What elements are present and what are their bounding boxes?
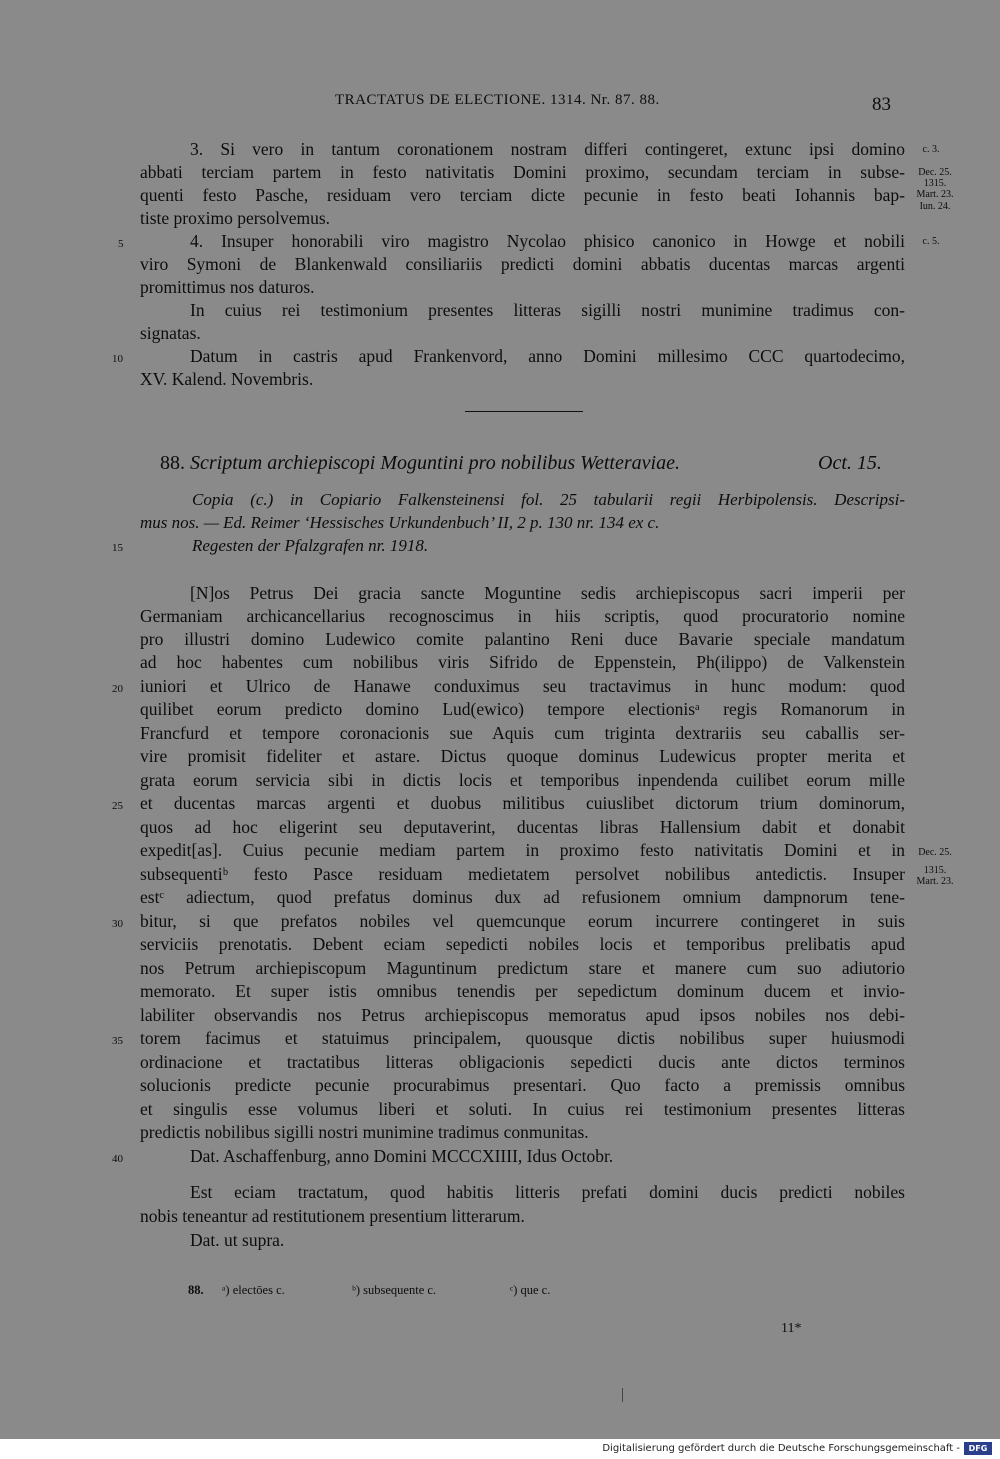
scan-artifact <box>622 1388 623 1402</box>
page-header <box>0 92 1000 116</box>
section-divider <box>465 411 583 412</box>
text-line: expedit[as]. Cuius pecunie mediam partem in proximo festo nativitatis Domini et in <box>140 840 905 860</box>
text-line: et singulis esse volumus liberi et soluti. In cuius rei testimonium presentes litteras <box>140 1099 905 1119</box>
text-line: estᶜ adiectum, quod prefatus dominus dux ad refusionem omnium dampnorum tene- <box>140 887 905 907</box>
line-number: 35 <box>112 1035 123 1047</box>
text-line: et ducentas marcas argenti et duobus militibus cuiuslibet dictorum trium dominorum, <box>140 793 905 813</box>
margin-note: Mart. 23. <box>916 876 954 887</box>
footnote-a: ᵃ) electōes c. <box>222 1283 285 1297</box>
document-title: Scriptum archiepiscopi Moguntini pro nobilibus Wetteraviae. <box>190 452 680 474</box>
line-number: 40 <box>112 1153 123 1165</box>
text-line: promittimus nos daturos. <box>140 277 315 297</box>
source-line: mus nos. — Ed. Reimer ‘Hessisches Urkundenbuch’ II, 2 p. 130 nr. 134 ex c. <box>140 513 660 532</box>
source-line: Copia (c.) in Copiario Falkensteinensi fol. 25 tabularii regii Herbipolensis. Descripsi- <box>192 490 905 509</box>
text-line: viro Symoni de Blankenwald consiliariis predicti domini abbatis ducentas marcas argenti <box>140 254 905 274</box>
margin-note: 1315. <box>923 865 947 876</box>
text-line: predictis nobilibus sigilli nostri munimine tradimus conmunitas. <box>140 1122 589 1142</box>
text-line: torem facimus et statuimus principalem, quousque dictis nobilibus super huiusmodi <box>140 1028 905 1048</box>
text-line: Francfurd et tempore coronacionis sue Aquis cum triginta dextrariis seu caballis ser- <box>140 723 905 743</box>
text-line: subsequentiᵇ festo Pasce residuam medietatem persolvet nobilibus antedictis. Insuper <box>140 864 905 884</box>
text-line: bitur, si que prefatos nobiles vel quemcunque eorum incurrere contingeret in suis <box>140 911 905 931</box>
text-line: nos Petrum archiepiscopum Maguntinum predictum stare et manere cum suo adiutorio <box>140 958 905 978</box>
text-line: quos ad hoc eligerint seu deputaverint, ducentas libras Hallensium dabit et donabit <box>140 817 905 837</box>
text-line: tiste proximo persolvemus. <box>140 208 331 228</box>
margin-note: Dec. 25. <box>918 847 952 858</box>
document-number: 88. <box>160 452 185 474</box>
text-line: solucionis predicte pecunie procurabimus presentari. Quo facto a premissis omnibus <box>140 1075 905 1095</box>
page-number: 83 <box>872 94 891 115</box>
text-line: signatas. <box>140 323 201 343</box>
text-line: Est eciam tractatum, quod habitis litteris prefati domini ducis predicti nobiles <box>190 1182 905 1202</box>
text-line: [N]os Petrus Dei gracia sancte Moguntine sedis archiepiscopus sacri imperii per <box>190 583 905 603</box>
line-number: 25 <box>112 800 123 812</box>
margin-note: Dec. 25. <box>918 167 952 178</box>
running-title: TRACTATUS DE ELECTIONE. 1314. Nr. 87. 88. <box>335 92 660 108</box>
text-line: nobis teneantur ad restitutionem presentium litterarum. <box>140 1206 525 1226</box>
signature-mark: 11* <box>781 1321 802 1336</box>
footer-bar <box>0 1439 1000 1459</box>
text-line: XV. Kalend. Novembris. <box>140 369 314 389</box>
text-line: memorato. Et super istis omnibus tenendis per sepedictum dominum ducem et invio- <box>140 981 905 1001</box>
footnote-b: ᵇ) subsequente c. <box>352 1283 437 1297</box>
text-line: serviciis prenotatis. Debent eciam sepedicti nobiles locis et temporibus prelibatis apud <box>140 934 905 954</box>
document-heading <box>160 452 900 475</box>
line-number: 10 <box>112 353 123 365</box>
dfg-logo-icon: DFG <box>964 1442 992 1455</box>
text-line: quilibet eorum predicto domino Lud(ewico) tempore electionisᵃ regis Romanorum in <box>140 699 905 719</box>
footnote-c: ᶜ) que c. <box>510 1283 551 1297</box>
text-line: grata eorum servicia sibi in dictis locis et temporibus inpendenda cuilibet eorum mille <box>140 770 905 790</box>
line-number: 5 <box>118 238 124 250</box>
text-line: quenti festo Pasche, residuam vero terciam dicte pecunie in festo beati Iohannis bap- <box>140 185 905 205</box>
source-line: Regesten der Pfalzgrafen nr. 1918. <box>192 536 429 555</box>
margin-note: c. 5. <box>922 236 940 247</box>
margin-note: c. 3. <box>922 144 940 155</box>
text-line: Dat. Aschaffenburg, anno Domini MCCCXIIII, Idus Octobr. <box>190 1146 614 1166</box>
text-line: pro illustri domino Ludewico comite palantino Reni duce Bavarie speciale mandatum <box>140 629 905 649</box>
text-line: iuniori et Ulrico de Hanawe conduximus seu tractavimus in hunc modum: quod <box>140 676 905 696</box>
text-line: In cuius rei testimonium presentes litteras sigilli nostri munimine tradimus con- <box>190 300 905 320</box>
text-line: vire promisit fideliter et astare. Dictus quoque dominus Ludewicus propter merita et <box>140 746 905 766</box>
margin-note: Iun. 24. <box>919 201 951 212</box>
text-line: ad hoc habentes cum nobilibus viris Sifrido de Eppenstein, Ph(ilippo) de Valkenstein <box>140 652 905 672</box>
line-number: 20 <box>112 683 123 695</box>
footer-text: Digitalisierung gefördert durch die Deutsche Forschungsgemeinschaft - <box>602 1443 960 1454</box>
text-line: Germaniam archicancellarius recognoscimus in hiis scriptis, quod procuratorio nomine <box>140 606 905 626</box>
text-line: Dat. ut supra. <box>190 1230 285 1250</box>
margin-note: Mart. 23. <box>916 189 954 200</box>
text-line: ordinacione et tractatibus litteras obligacionis sepedicti ducis ante dictos terminos <box>140 1052 905 1072</box>
line-number: 30 <box>112 918 123 930</box>
footnote-number: 88. <box>188 1283 204 1297</box>
text-line: labiliter observandis nos Petrus archiepiscopus memoratus apud ipsos nobiles nos debi- <box>140 1005 905 1025</box>
text-line: abbati terciam partem in festo nativitatis Domini proximo, secundam terciam in subse- <box>140 162 905 182</box>
line-number: 15 <box>112 542 123 554</box>
text-line: Datum in castris apud Frankenvord, anno Domini millesimo CCC quartodecimo, <box>190 346 905 366</box>
text-line: 3. Si vero in tantum coronationem nostram differi contingeret, extunc ipsi domino <box>190 139 905 159</box>
margin-note: 1315. <box>923 178 947 189</box>
document-date: Oct. 15. <box>818 452 882 474</box>
text-line: 4. Insuper honorabili viro magistro Nycolao phisico canonico in Howge et nobili <box>190 231 905 251</box>
